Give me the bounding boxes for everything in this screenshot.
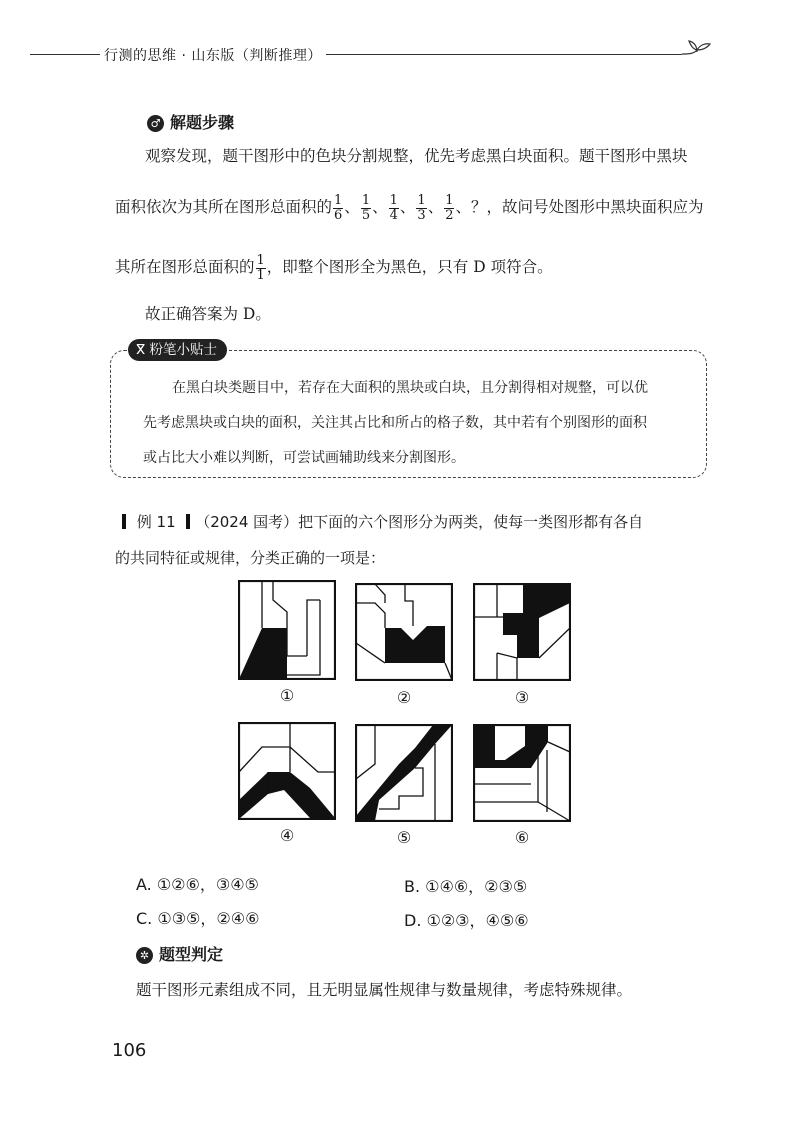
figure-3 (473, 583, 571, 681)
fraction-outro: 、？，故问号处图形中黑块面积应为 (455, 198, 704, 217)
solution-paragraph-3 (115, 248, 553, 288)
header-rule-left (30, 54, 100, 55)
solution-paragraph-1: 观察发现，题干图形中的色块分割规整，优先考虑黑白块面积。题干图形中黑块 (145, 147, 688, 165)
answer-intro: 其所在图形总面积的 (115, 258, 255, 277)
option-a[interactable]: A. ①②⑥，③④⑤ (136, 875, 259, 894)
header-rule-right (326, 54, 682, 55)
solution-conclusion: 故正确答案为 D。 (145, 305, 271, 323)
tip-line-3: 或占比大小难以判断，可尝试画辅助线来分割图形。 (143, 450, 465, 466)
figure-5-label: ⑤ (396, 828, 412, 847)
fraction-2-den: 5 (361, 207, 371, 223)
sprout-icon (680, 36, 714, 62)
figure-6 (473, 724, 571, 822)
figure-5 (355, 724, 453, 822)
fraction-2-num: 1 (361, 192, 371, 208)
figure-1 (238, 580, 336, 680)
figure-2-label: ② (396, 688, 412, 707)
solution-paragraph-2 (115, 188, 704, 228)
figure-2 (355, 583, 453, 681)
fraction-3-num: 1 (389, 192, 398, 208)
answer-outro: ，即整个图形全为黑色，只有 D 项符合。 (266, 258, 553, 277)
sep-1: 、 (344, 198, 360, 217)
fraction-3 (389, 194, 399, 222)
fraction-5-num: 1 (445, 192, 454, 208)
type-text: 题干图形元素组成不同，且无明显属性规律与数量规律，考虑特殊规律。 (136, 981, 633, 999)
solution-heading-row (147, 110, 234, 133)
page-number: 106 (112, 1040, 147, 1061)
header-title: 行测的思维 · 山东版（判断推理） (104, 48, 322, 64)
type-heading: 题型判定 (159, 945, 224, 964)
fraction-5 (444, 194, 454, 222)
figure-4-label: ④ (279, 826, 295, 845)
sep-4: 、 (427, 198, 444, 217)
sprout-small-icon: ⴳ (136, 342, 150, 358)
fraction-3-den: 4 (389, 207, 398, 223)
sep-3: 、 (399, 198, 416, 217)
example-question-2: 的共同特征或规律，分类正确的一项是： (115, 549, 386, 567)
example-question-1: （2024 国考）把下面的六个图形分为两类，使每一类图形都有各自 (195, 513, 644, 531)
tip-line-1: 在黑白块类题目中，若存在大面积的黑块或白块，且分割得相对规整，可以优 (172, 380, 648, 396)
example-bar-left (122, 514, 126, 529)
fraction-whole (256, 254, 266, 282)
fraction-4-den: 3 (417, 207, 426, 223)
example-bar-right (186, 514, 190, 529)
example-line-1 (122, 511, 643, 532)
figure-3-label: ③ (514, 688, 530, 707)
option-c[interactable]: C. ①③⑤，②④⑥ (136, 909, 260, 928)
figure-4 (238, 722, 336, 820)
gear-icon: ✲ (136, 947, 153, 964)
option-b[interactable]: B. ①④⑥，②③⑤ (404, 877, 528, 896)
fraction-2 (361, 194, 371, 222)
solution-heading: 解题步骤 (170, 113, 235, 132)
fraction-intro: 面积依次为其所在图形总面积的 (115, 198, 333, 217)
fraction-1 (333, 194, 343, 222)
fraction-whole-den: 1 (256, 267, 265, 283)
option-d[interactable]: D. ①②③，④⑤⑥ (404, 911, 529, 930)
tip-label: 粉笔小贴士 (149, 342, 217, 358)
fraction-whole-num: 1 (256, 252, 265, 268)
type-heading-row (136, 942, 223, 965)
fraction-1-den: 6 (334, 207, 343, 223)
fraction-1-num: 1 (334, 192, 343, 208)
fraction-4 (416, 194, 426, 222)
step-icon: ♂ (147, 115, 164, 132)
tip-tab (128, 339, 227, 361)
tip-line-2: 先考虑黑块或白块的面积，关注其占比和所占的格子数，其中若有个别图形的面积 (143, 415, 647, 431)
fraction-5-den: 2 (445, 207, 454, 223)
example-label: 例 11 (136, 513, 176, 531)
figure-6-label: ⑥ (514, 828, 530, 847)
sep-2: 、 (372, 198, 388, 217)
fraction-4-num: 1 (417, 192, 426, 208)
figure-1-label: ① (279, 686, 295, 705)
